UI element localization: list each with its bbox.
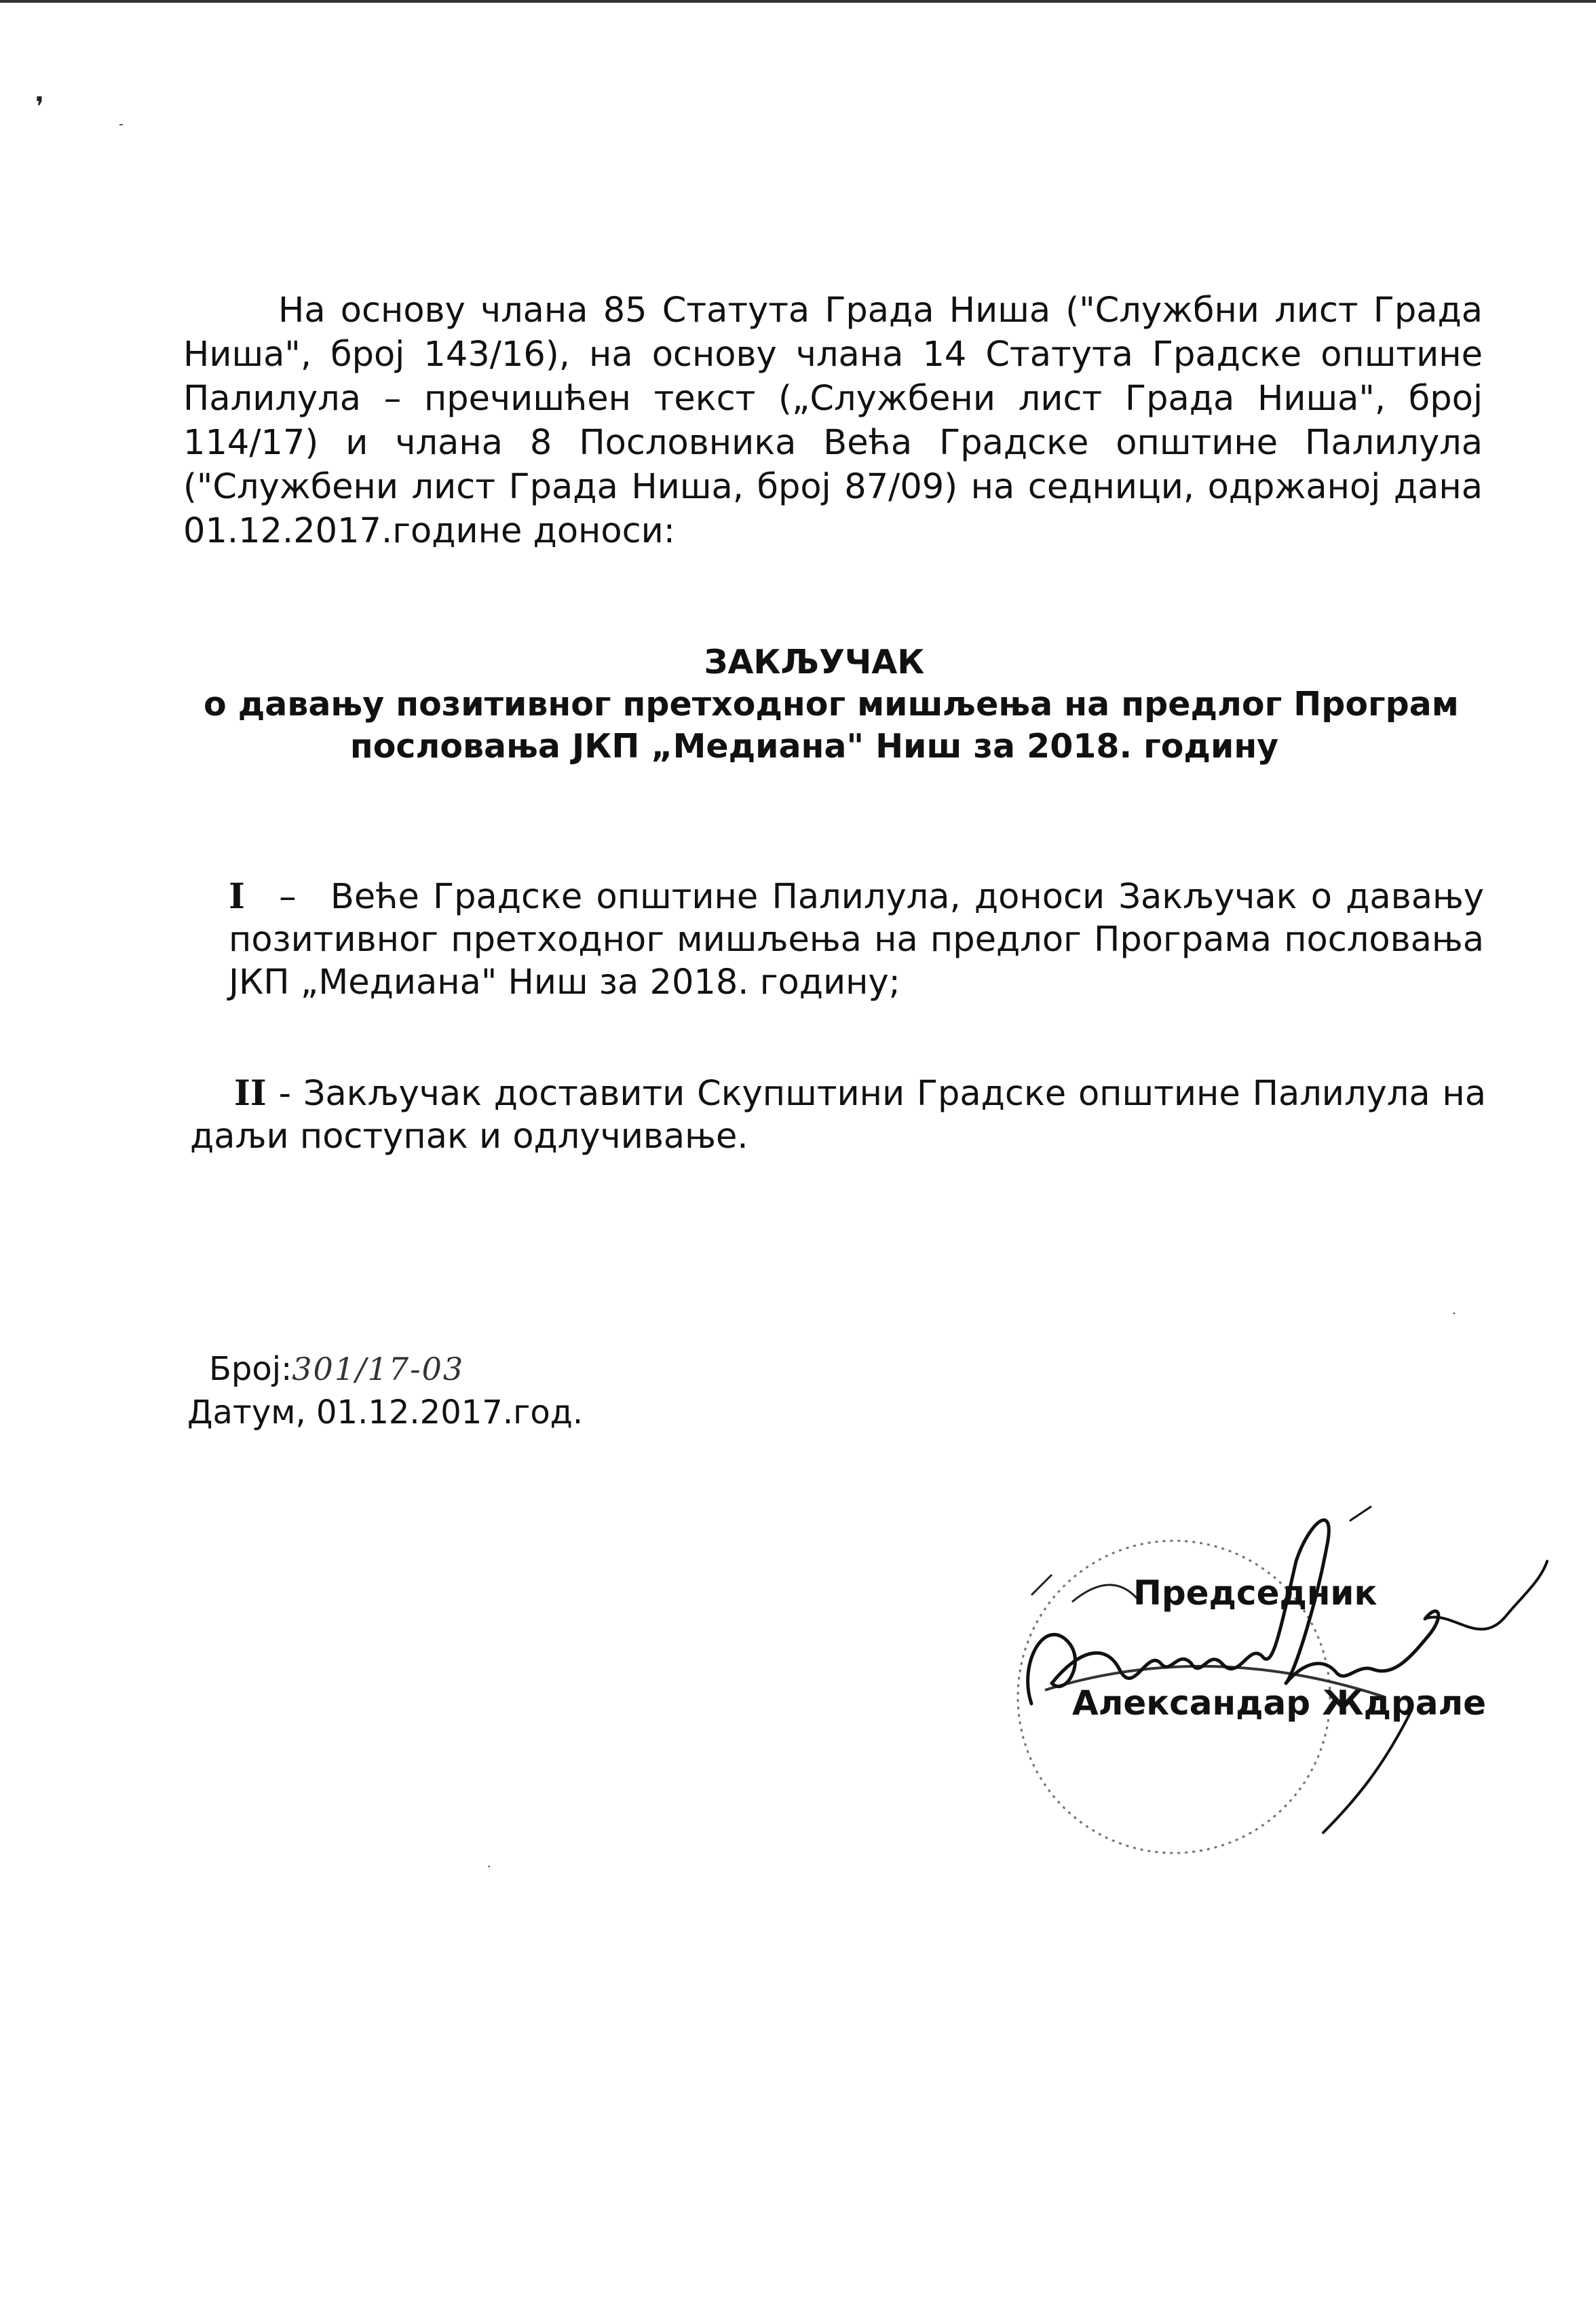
item-2-numeral: II [234,1073,267,1114]
document-meta [187,1347,583,1434]
signature-name: Александар Ждрале [1072,1683,1487,1723]
title-line-2: о давању позитивног претходног мишљења на предлог Програм [204,685,1459,724]
scan-speck-dot: · [1452,1307,1456,1321]
signature-title: Председник [1133,1573,1378,1613]
item-1-numeral: I [229,876,245,917]
scan-speck-dot: · [487,1860,491,1874]
scan-speck-mark: ❜ [35,92,44,123]
number-value: 301/17-03 [292,1351,465,1387]
number-row [187,1347,583,1391]
item-1-text: Веће Градске општине Палилула, доноси Закључак о давању позитивног претходног мишљења на предлог Програма пословања ЈКП „Медиана" Ниш за 2018. годину; [229,877,1484,1003]
item-2-text: Закључак доставити Скупштини Градске општине Палилула на даљи поступак и одлучивање. [190,1074,1487,1157]
document-title [204,641,1459,768]
title-line-3: пословања ЈКП „Медиана" Ниш за 2018. годину [349,727,1279,766]
item-1-separator: – [279,877,297,917]
item-2 [190,1072,1486,1158]
date-line: Датум, 01.12.2017.год. [187,1393,584,1431]
item-1 [229,876,1484,1004]
preamble [183,288,1483,553]
item-2-separator: - [278,1074,291,1114]
scan-edge-line [0,0,1596,3]
title-heading: ЗАКЉУЧАК [704,643,925,681]
scan-speck-dot: - [119,115,124,132]
number-label: Број: [209,1350,292,1388]
signature-block [1004,1480,1561,1901]
preamble-text: На основу члана 85 Статута Града Ниша ("Службни лист Града Ниша", број 143/16), на основу члана 14 Статута Градске општине Палилула – пречишћен текст („Службени лист Града Ниша", број 114/17) и члана 8 Пословника Већа Градске општине Палилула ("Службени лист Града Ниша, број 87/09) на седници, одржаној дана 01.12.2017.године доноси: [183,291,1483,551]
